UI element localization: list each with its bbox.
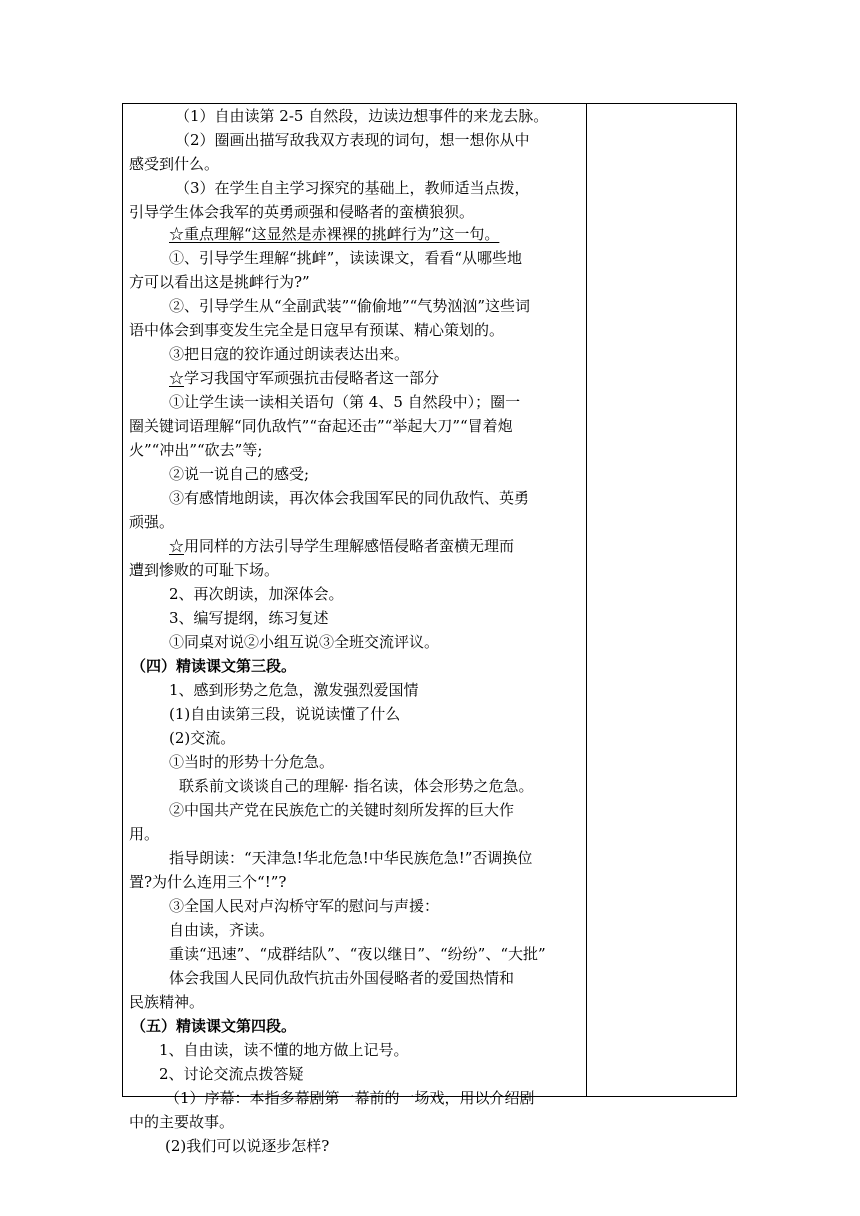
text-line: 体会我国人民同仇敌忾抗击外国侵略者的爱国热情和 — [169, 969, 515, 987]
text-line: ②、引导学生从“全副武装”“偷偷地”“气势汹汹”这些词 — [169, 297, 531, 315]
text-line: 语中体会到事变发生完全是日寇早有预谋、精心策划的。 — [129, 321, 505, 339]
text-line: 自由读，齐读。 — [169, 921, 275, 939]
text-line: 中的主要故事。 — [129, 1113, 235, 1131]
text-line: (2)我们可以说逐步怎样? — [165, 1137, 330, 1155]
text-line: （2）圈画出描写敌我双方表现的词句，想一想你从中 — [175, 131, 530, 149]
lesson-table — [122, 103, 737, 1155]
text-line: 用。 — [129, 825, 160, 843]
text-line: （四）精读课文第三段。 — [131, 657, 297, 675]
text-line: ③有感情地朗读，再次体会我国军民的同仇敌忾、英勇 — [169, 489, 530, 507]
text-line: 2、再次朗读，加深体会。 — [169, 585, 344, 603]
text-line: 1、自由读，读不懂的地方做上记号。 — [159, 1041, 409, 1059]
text-line: (2)交流。 — [169, 729, 236, 747]
text-line: ②中国共产党在民族危亡的关键时刻所发挥的巨大作 — [169, 801, 515, 819]
text-line: （五）精读课文第四段。 — [131, 1017, 297, 1035]
text-line: 圈关键词语理解“同仇敌忾”“奋起还击”“举起大刀”“冒着炮 — [129, 417, 513, 435]
text-line: ①、引导学生理解“挑衅”，读读课文，看看“从哪些地 — [169, 249, 523, 267]
text-line: 联系前文谈谈自己的理解· 指名读，体会形势之危急。 — [179, 777, 534, 795]
text-line: 感受到什么。 — [129, 155, 220, 173]
text-line: 火”“冲出”“砍去”等; — [129, 441, 263, 459]
text-line: 民族精神。 — [129, 993, 205, 1011]
text-line: 重读“迅速”、“成群结队”、“夜以继日”、“纷纷”、“大批” — [169, 945, 546, 963]
star-icon: ☆ — [169, 369, 185, 387]
text-line: ②说一说自己的感受; — [169, 465, 310, 483]
text-line: 顽强。 — [129, 513, 175, 531]
text-line: ①当时的形势十分危急。 — [169, 753, 335, 771]
text-line: 1、感到形势之危急，激发强烈爱国情 — [169, 681, 419, 699]
text-line: （3）在学生自主学习探究的基础上，教师适当点拨， — [175, 179, 530, 197]
text-line-body: 用同样的方法引导学生理解感悟侵略者蛮横无理而 — [184, 537, 515, 555]
text-line: 置?为什么连用三个“!”? — [129, 873, 287, 891]
text-line: ①同桌对说②小组互说③全班交流评议。 — [169, 633, 440, 651]
text-line: (1)自由读第三段，说说读懂了什么 — [169, 705, 401, 723]
text-line: 引导学生体会我军的英勇顽强和侵略者的蛮横狼狈。 — [129, 203, 475, 221]
text-line: 3、编写提纲，练习复述 — [169, 609, 329, 627]
text-line: ①让学生读一读相关语句（第 4、5 自然段中）；圈一 — [169, 393, 521, 411]
text-line: （1）自由读第 2-5 自然段，边读边想事件的来龙去脉。 — [175, 107, 549, 125]
text-line: 指导朗读：“天津急!华北危急!中华民族危急!”否调换位 — [169, 849, 533, 867]
text-line: 2、讨论交流点拨答疑 — [159, 1065, 304, 1083]
text-line: 遭到惨败的可耻下场。 — [129, 561, 280, 579]
text-line — [169, 224, 499, 245]
text-line: （1）序幕：本指多幕剧第一幕前的一场戏，用以介绍剧 — [165, 1089, 535, 1107]
text-line — [169, 368, 439, 389]
notes-cell — [587, 104, 736, 1096]
text-line: 方可以看出这是挑衅行为?” — [129, 273, 310, 291]
text-line: ③把日寇的狡诈通过朗读表达出来。 — [169, 345, 410, 363]
text-line: ③全国人民对卢沟桥守军的慰问与声援： — [169, 897, 440, 915]
underlined-text: ☆重点理解“这显然是赤裸裸的挑衅行为”这一句。 — [169, 225, 500, 243]
text-line — [169, 536, 514, 557]
text-line-body: 学习我国守军顽强抗击侵略者这一部分 — [184, 369, 440, 387]
star-icon: ☆ — [169, 537, 185, 555]
